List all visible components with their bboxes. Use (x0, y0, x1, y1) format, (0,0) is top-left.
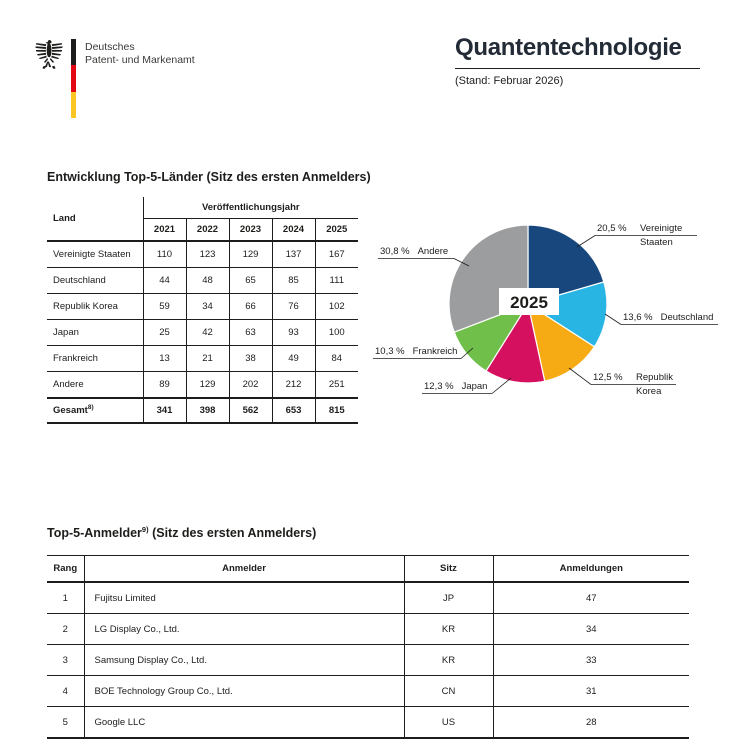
cell-value: 13 (143, 346, 186, 372)
cell-land: Japan (47, 320, 143, 346)
cell-value: 123 (186, 241, 229, 268)
cell-value: 38 (229, 346, 272, 372)
cell-anmeldungen: 34 (493, 614, 689, 645)
col-header-rang: Rang (47, 556, 84, 583)
cell-value: 212 (272, 372, 315, 399)
table-row (47, 294, 358, 320)
cell-value: 100 (315, 320, 358, 346)
cell-anmeldungen: 28 (493, 707, 689, 739)
table-row (47, 582, 689, 614)
cell-sitz: KR (404, 614, 493, 645)
table-row (47, 645, 689, 676)
col-header-year: 2023 (229, 219, 272, 242)
cell-value: 21 (186, 346, 229, 372)
title-block (455, 34, 700, 87)
flag-gold-stripe (71, 92, 76, 118)
pie-label-3 (422, 378, 511, 394)
pie-label-1 (605, 312, 718, 325)
total-row (47, 398, 358, 423)
footnote-marker: 8) (87, 404, 94, 412)
cell-value: 66 (229, 294, 272, 320)
cell-value: 251 (315, 372, 358, 399)
cell-value: 102 (315, 294, 358, 320)
table-row (47, 320, 358, 346)
col-header-anmelder: Anmelder (84, 556, 404, 583)
development-table (47, 197, 358, 424)
cell-value: 44 (143, 268, 186, 294)
cell-total-value: 341 (143, 398, 186, 423)
cell-value: 129 (229, 241, 272, 268)
table-row (47, 346, 358, 372)
cell-rang: 2 (47, 614, 84, 645)
flag-red-stripe (71, 65, 76, 91)
svg-text:13,6 %Deutschland: 13,6 % Deutschland (623, 312, 714, 323)
cell-value: 89 (143, 372, 186, 399)
cell-land: Vereinigte Staaten (47, 241, 143, 268)
cell-value: 129 (186, 372, 229, 399)
col-header-year: 2024 (272, 219, 315, 242)
cell-value: 63 (229, 320, 272, 346)
cell-rang: 5 (47, 707, 84, 739)
cell-rang: 3 (47, 645, 84, 676)
federal-eagle-icon (34, 39, 64, 70)
col-header-year: 2022 (186, 219, 229, 242)
stand-date: (Stand: Februar 2026) (455, 75, 564, 87)
cell-value: 137 (272, 241, 315, 268)
cell-value: 167 (315, 241, 358, 268)
pie-label-4 (373, 346, 473, 359)
cell-value: 76 (272, 294, 315, 320)
section-heading-entwicklung: Entwicklung Top-5-Länder (Sitz des ersten Anmelders) (47, 170, 371, 184)
cell-sitz: KR (404, 645, 493, 676)
table-row (47, 268, 358, 294)
cell-anmeldungen: 31 (493, 676, 689, 707)
cell-anmelder: Google LLC (84, 707, 404, 739)
german-flag-bar (71, 39, 76, 118)
page-title: Quantentechnologie (455, 34, 700, 69)
pie-label-2 (569, 368, 676, 397)
footnote-marker: 9) (141, 525, 149, 534)
cell-land: Republik Korea (47, 294, 143, 320)
cell-value: 34 (186, 294, 229, 320)
cell-sitz: US (404, 707, 493, 739)
cell-land: Andere (47, 372, 143, 399)
applicants-table (47, 555, 689, 739)
cell-land: Deutschland (47, 268, 143, 294)
cell-value: 25 (143, 320, 186, 346)
col-header-jahr-group: Veröffentlichungsjahr (143, 197, 358, 219)
cell-rang: 4 (47, 676, 84, 707)
table-row (47, 707, 689, 739)
cell-value: 111 (315, 268, 358, 294)
cell-anmelder: LG Display Co., Ltd. (84, 614, 404, 645)
cell-value: 93 (272, 320, 315, 346)
cell-value: 202 (229, 372, 272, 399)
cell-total-value: 653 (272, 398, 315, 423)
svg-text:Korea: Korea (636, 386, 662, 397)
cell-value: 65 (229, 268, 272, 294)
cell-value: 48 (186, 268, 229, 294)
svg-text:20,5 %Vereinigte: 20,5 % Vereinigte (597, 223, 683, 234)
svg-text:12,3 %Japan: 12,3 % Japan (424, 381, 488, 392)
cell-gesamt: Gesamt$^{8)}$ (47, 398, 143, 423)
col-header-anmeldungen: Anmeldungen (493, 556, 689, 583)
pie-chart-2025 (368, 196, 734, 422)
dpma-logo (34, 39, 195, 118)
cell-rang: 1 (47, 582, 84, 614)
cell-total-value: 398 (186, 398, 229, 423)
svg-text:30,8 %Andere: 30,8 % Andere (380, 246, 449, 257)
table-row (47, 676, 689, 707)
svg-text:Staaten: Staaten (640, 237, 673, 248)
cell-anmeldungen: 47 (493, 582, 689, 614)
cell-anmelder: Samsung Display Co., Ltd. (84, 645, 404, 676)
cell-value: 85 (272, 268, 315, 294)
pie-label-5 (378, 246, 469, 266)
org-name-line2: Patent- und Markenamt (85, 54, 195, 66)
cell-total-value: 562 (229, 398, 272, 423)
cell-anmelder: Fujitsu Limited (84, 582, 404, 614)
col-header-land: Land (47, 197, 143, 241)
cell-value: 59 (143, 294, 186, 320)
pie-label-0 (577, 223, 697, 248)
applicants-header-row (47, 556, 689, 583)
cell-value: 49 (272, 346, 315, 372)
cell-anmeldungen: 33 (493, 645, 689, 676)
cell-value: 42 (186, 320, 229, 346)
svg-text:10,3 %Frankreich: 10,3 % Frankreich (375, 346, 458, 357)
cell-total-value: 815 (315, 398, 358, 423)
col-header-sitz: Sitz (404, 556, 493, 583)
table-row (47, 241, 358, 268)
flag-black-stripe (71, 39, 76, 65)
org-name (85, 39, 195, 67)
cell-sitz: JP (404, 582, 493, 614)
center-year-label: 2025 (510, 293, 548, 312)
cell-sitz: CN (404, 676, 493, 707)
col-header-year: 2021 (143, 219, 186, 242)
cell-value: 84 (315, 346, 358, 372)
cell-value: 110 (143, 241, 186, 268)
org-name-line1: Deutsches (85, 41, 135, 53)
table-row (47, 372, 358, 399)
table-row (47, 614, 689, 645)
cell-anmelder: BOE Technology Group Co., Ltd. (84, 676, 404, 707)
col-header-year: 2025 (315, 219, 358, 242)
cell-land: Frankreich (47, 346, 143, 372)
section-heading-anmelder: Top-5-Anmelder$^{9)}$ (Sitz des ersten Anmelders) (47, 525, 317, 541)
svg-text:12,5 %Republik: 12,5 % Republik (593, 372, 673, 383)
